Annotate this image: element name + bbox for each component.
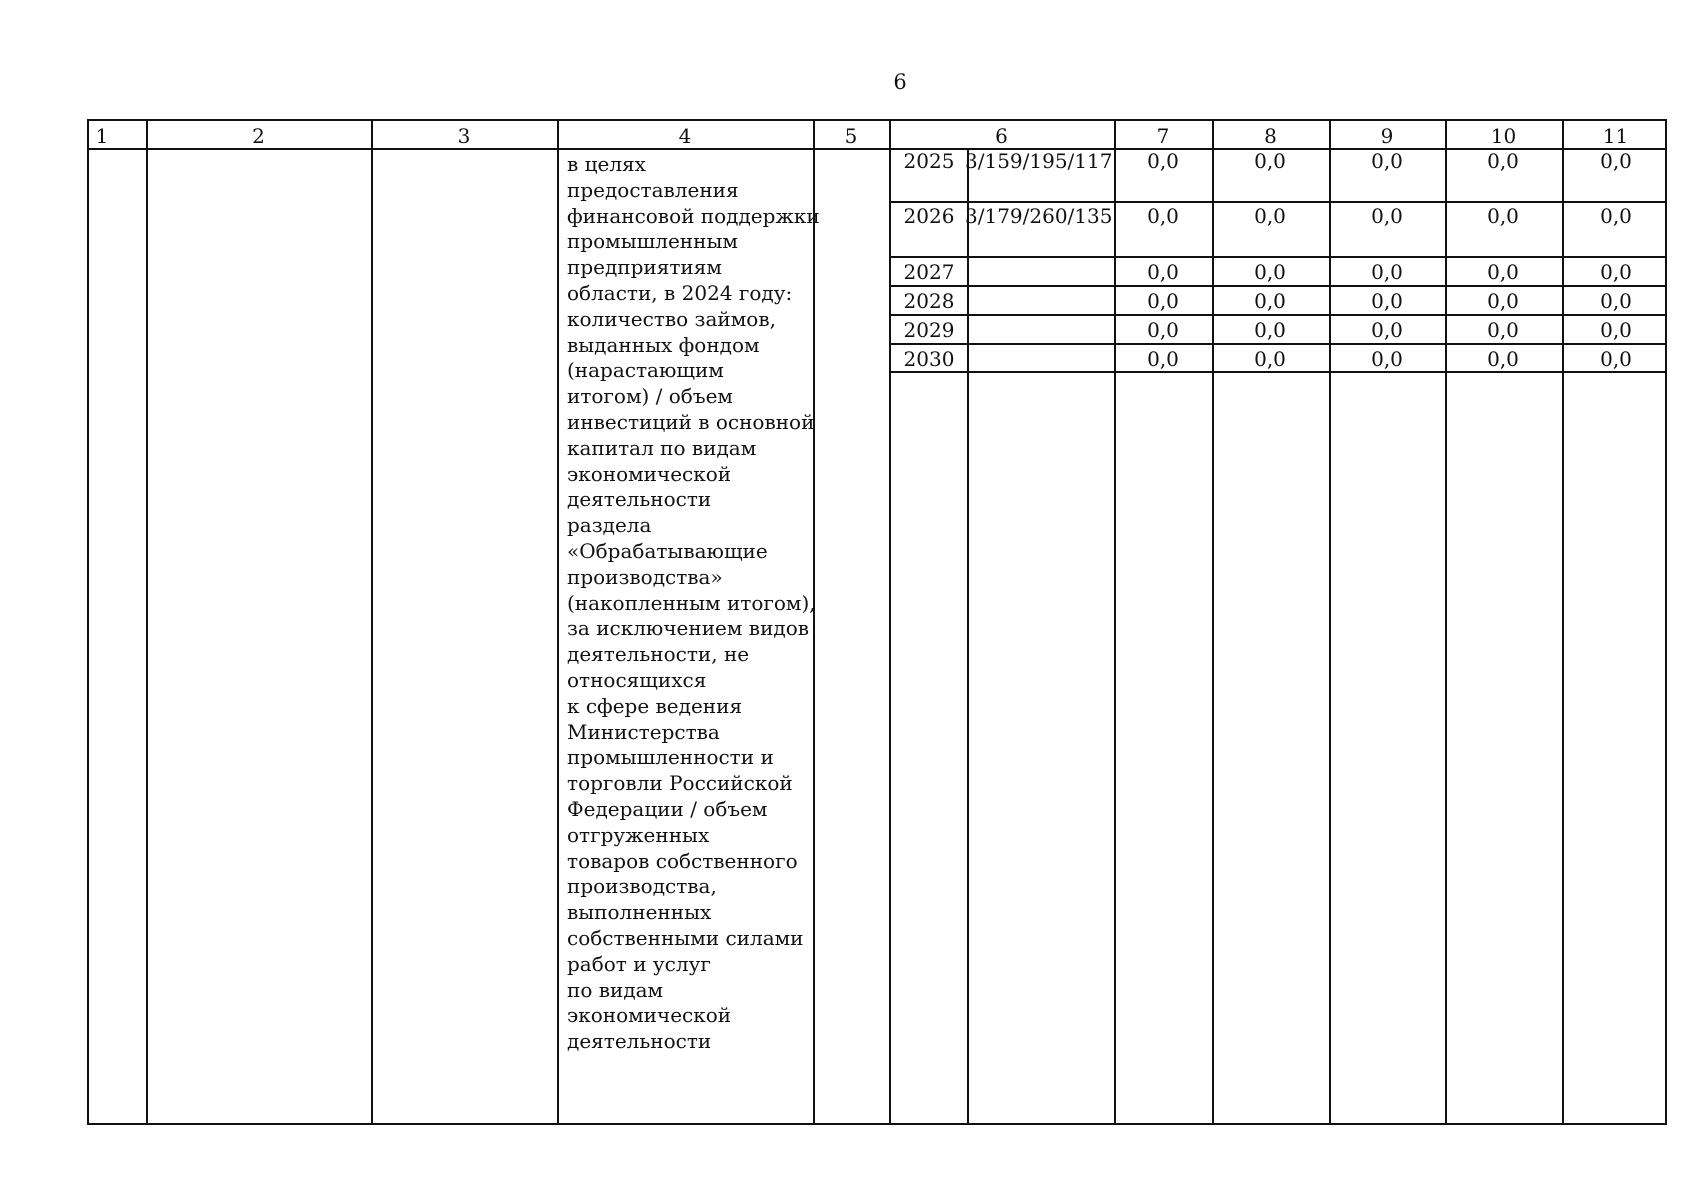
- description-line: собственными силами: [567, 925, 804, 950]
- value-cell: 0,0: [1487, 260, 1519, 284]
- description-line: промышленности и: [567, 745, 774, 770]
- value-cell: 0,0: [1147, 289, 1179, 313]
- value-cell: 0,0: [1487, 204, 1519, 228]
- description-line: за исключением видов: [567, 616, 810, 641]
- code-cell: 3/179/260/135: [965, 204, 1113, 228]
- description-line: (накопленным итогом),: [567, 590, 816, 615]
- description-line: финансовой поддержки: [567, 203, 820, 228]
- indicator-description: [567, 152, 822, 1055]
- description-line: товаров собственного: [567, 848, 798, 873]
- value-cell: 0,0: [1254, 204, 1286, 228]
- value-cell: 0,0: [1600, 204, 1632, 228]
- description-line: инвестиций в основной: [567, 409, 815, 434]
- value-cell: 0,0: [1487, 289, 1519, 313]
- column-header-9: 9: [1380, 124, 1394, 148]
- description-line: по видам: [567, 977, 664, 1002]
- column-line: [889, 121, 891, 1123]
- description-line: производства»: [567, 564, 723, 589]
- value-cell: 0,0: [1371, 289, 1403, 313]
- column-line: [967, 149, 969, 1123]
- column-header-11: 11: [1602, 124, 1629, 148]
- description-line: раздела: [567, 513, 652, 538]
- value-cell: 0,0: [1254, 347, 1286, 371]
- year-cell: 2025: [903, 149, 955, 173]
- value-cell: 0,0: [1600, 318, 1632, 342]
- value-cell: 0,0: [1254, 289, 1286, 313]
- year-cell: 2027: [903, 260, 955, 284]
- description-line: относящихся: [567, 667, 707, 692]
- value-cell: 0,0: [1254, 318, 1286, 342]
- value-cell: 0,0: [1487, 347, 1519, 371]
- description-line: производства,: [567, 874, 717, 899]
- row-divider: [889, 285, 1665, 287]
- value-cell: 0,0: [1371, 318, 1403, 342]
- column-line: [1329, 121, 1331, 1123]
- year-cell: 2030: [903, 347, 955, 371]
- description-line: торговли Российской: [567, 771, 793, 796]
- value-cell: 0,0: [1147, 260, 1179, 284]
- value-cell: 0,0: [1600, 289, 1632, 313]
- value-cell: 0,0: [1147, 318, 1179, 342]
- row-divider: [889, 314, 1665, 316]
- value-cell: 0,0: [1371, 347, 1403, 371]
- description-line: деятельности: [567, 1029, 712, 1054]
- code-cell: 3/159/195/117: [965, 149, 1113, 173]
- description-line: деятельности: [567, 487, 712, 512]
- page-number: 6: [893, 70, 907, 94]
- description-line: (нарастающим: [567, 358, 724, 383]
- column-line: [371, 121, 373, 1123]
- value-cell: 0,0: [1254, 149, 1286, 173]
- row-divider: [889, 343, 1665, 345]
- column-header-4: 4: [678, 124, 692, 148]
- description-line: «Обрабатывающие: [567, 538, 768, 563]
- column-line: [557, 121, 559, 1123]
- row-divider: [889, 201, 1665, 203]
- column-header-10: 10: [1490, 124, 1517, 148]
- column-header-7: 7: [1156, 124, 1170, 148]
- document-table: [87, 119, 1667, 1125]
- description-line: экономической: [567, 1003, 732, 1028]
- description-line: выполненных: [567, 900, 712, 925]
- column-header-2: 2: [252, 124, 265, 148]
- value-cell: 0,0: [1600, 260, 1632, 284]
- value-cell: 0,0: [1487, 149, 1519, 173]
- description-line: промышленным: [567, 229, 738, 254]
- column-header-1: 1: [95, 124, 109, 148]
- value-cell: 0,0: [1147, 347, 1179, 371]
- description-line: итогом) / объем: [567, 384, 733, 409]
- description-line: количество займов,: [567, 306, 776, 331]
- description-line: экономической: [567, 461, 732, 486]
- description-line: работ и услуг: [567, 951, 711, 976]
- description-line: выданных фондом: [567, 332, 760, 357]
- column-header-6: 6: [995, 124, 1008, 148]
- value-cell: 0,0: [1371, 260, 1403, 284]
- value-cell: 0,0: [1600, 149, 1632, 173]
- description-line: Федерации / объем: [567, 796, 768, 821]
- row-divider: [889, 371, 1665, 373]
- description-line: капитал по видам: [567, 435, 757, 460]
- description-line: отгруженных: [567, 822, 710, 847]
- value-cell: 0,0: [1254, 260, 1286, 284]
- description-line: к сфере ведения: [567, 693, 743, 718]
- value-cell: 0,0: [1371, 204, 1403, 228]
- value-cell: 0,0: [1147, 149, 1179, 173]
- description-line: Министерства: [567, 719, 720, 744]
- column-line: [146, 121, 148, 1123]
- column-header-8: 8: [1264, 124, 1277, 148]
- description-line: в целях предоставления: [567, 152, 739, 202]
- description-line: деятельности, не: [567, 642, 750, 667]
- year-cell: 2026: [903, 204, 955, 228]
- column-line: [1445, 121, 1447, 1123]
- column-header-5: 5: [844, 124, 858, 148]
- description-line: области, в 2024 году:: [567, 280, 793, 305]
- value-cell: 0,0: [1371, 149, 1403, 173]
- value-cell: 0,0: [1487, 318, 1519, 342]
- year-cell: 2029: [903, 318, 955, 342]
- row-divider: [889, 256, 1665, 258]
- value-cell: 0,0: [1600, 347, 1632, 371]
- value-cell: 0,0: [1147, 204, 1179, 228]
- description-line: предприятиям: [567, 255, 722, 280]
- column-header-3: 3: [457, 124, 471, 148]
- year-cell: 2028: [903, 289, 955, 313]
